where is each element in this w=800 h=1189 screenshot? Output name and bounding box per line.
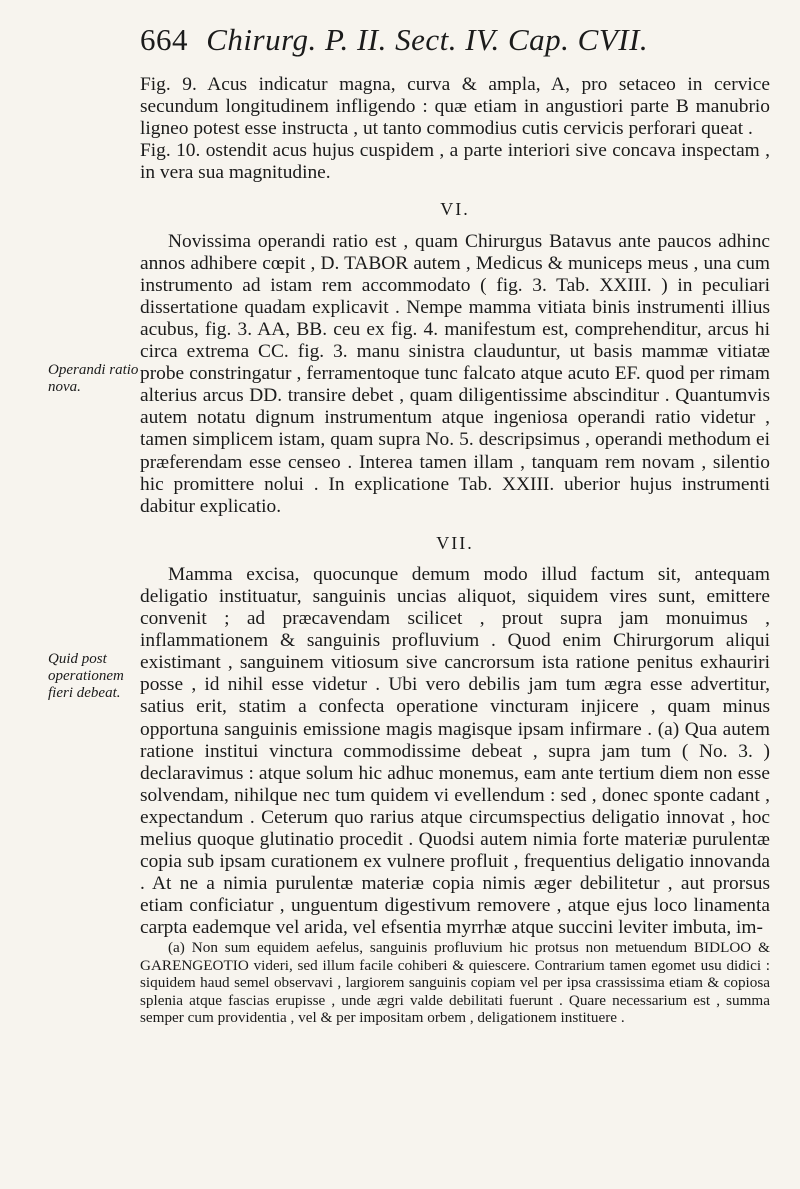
margin-note-quid-post: Quid post operationem fieri debeat. [48, 651, 124, 701]
page-header [140, 22, 760, 58]
main-text [140, 74, 770, 1027]
page-number: 664 [140, 22, 188, 57]
paragraph-fig9: Fig. 9. Acus indicatur magna, curva & ampla, A, pro setaceo in cervice secundum longitudinem infligendo : quæ etiam in angustiori parte B manubrio ligneo potest esse instructa , ut tanto commodius cutis cervicis perforari queat . [140, 74, 770, 140]
paragraph-section-six: Novissima operandi ratio est , quam Chirurgus Batavus ante paucos adhinc annos adhibere cœpit , D. TABOR autem , Medicus & municeps meus , una cum instrumento ad istam rem accommodato ( fig. 3. Tab. XXIII. ) in peculiari dissertatione quadam explicavit . Nempe mamma vitiata binis instrumenti illius acubus, fig. 3. AA, BB. ceu ex fig. 4. manifestum est, comprehenditur, arcus hi circa extrema CC. fig. 3. manu sinistra clauduntur, ut basis mammæ vitiatæ probe constringatur , ferramentoque tunc falcato atque acuto EF. quod per rimam alterius arcus DD. transire debet , quam diligentissime abscinditur . Quantumvis autem notatu dignum instrumentum atque ingeniosa operandi ratio videtur , tamen simplicem istam, quam supra No. 5. descripsimus , operandi methodum ei præferendam esse censeo . Interea tamen illam , tanquam rem novam , silentio hic promittere nolui . In explicatione Tab. XXIII. uberior hujus instrumenti dabitur explicatio. [140, 230, 770, 517]
margin-note-operandi: Operandi ratio nova. [48, 362, 139, 395]
running-title: Chirurg. P. II. Sect. IV. Cap. CVII. [206, 22, 649, 57]
section-number-six: VI. [440, 199, 470, 220]
paragraph-section-seven: Mamma excisa, quocunque demum modo illud factum sit, antequam deligatio instituatur, sanguinis uncias aliquot, siquidem vires sunt, emittere convenit ; ad præcavendam scilicet , prout supra jam monuimus , inflammationem & sanguinis profluvium . Quod enim Chirurgorum aliqui existimant , sanguinem vitiosum sive cancrorsum ista ratione penitus exhauriri posse , id nihil esse videtur . Ubi vero debilis jam tum ægra esse advertitur, satius erit, statim a confecta operatione vincturam injicere , quam minus opportuna sanguinis emissione magis magisque ipsam infirmare . (a) Qua autem ratione institui vinctura commodissime debeat , supra jam tum ( No. 3. ) declaravimus : atque solum hic adhuc monemus, eam ante tertium diem non esse solvendam, nihilque nec tum quidem vi evellendum : sed , donec sponte cadant , expectandum . Ceterum quo rarius atque circumspectius deligatio innovat , hoc melius quoque glutinatio procedit . Quodsi autem nimia forte materiæ purulentæ copia sub ipsam curationem ex vulnere profluit , frequentius deligatio innovanda . At ne a nimia purulentæ materiæ copia nimis æger debilitetur , aut prorsus etiam conficiatur , unguentum digestivum removere , atque ejus loco linamenta carpta eademque vel arida, vel efsentia myrrhæ atque succini leviter imbuta, im- [140, 563, 770, 939]
section-number-seven: VII. [436, 532, 474, 553]
footnote: (a) Non sum equidem aefelus, sanguinis profluvium hic protsus non metuendum BIDLOO & GARENGEOTIO videri, sed illum facile cohiberi & quiescere. Contrarium tamen egomet usu didici : siquidem haud semel observavi , largiorem sanguinis copiam vel per ipsa crassissima etiam & copiosa splenia atque fascias erupisse , unde ægri valde debilitati fuerunt . Quare necessarium est , summa semper cum providentia , vel & per impositam orbem , deligationem instituere . [140, 939, 770, 1027]
paragraph-fig10: Fig. 10. ostendit acus hujus cuspidem , a parte interiori sive concava inspectam , in vera sua magnitudine. [140, 140, 770, 184]
